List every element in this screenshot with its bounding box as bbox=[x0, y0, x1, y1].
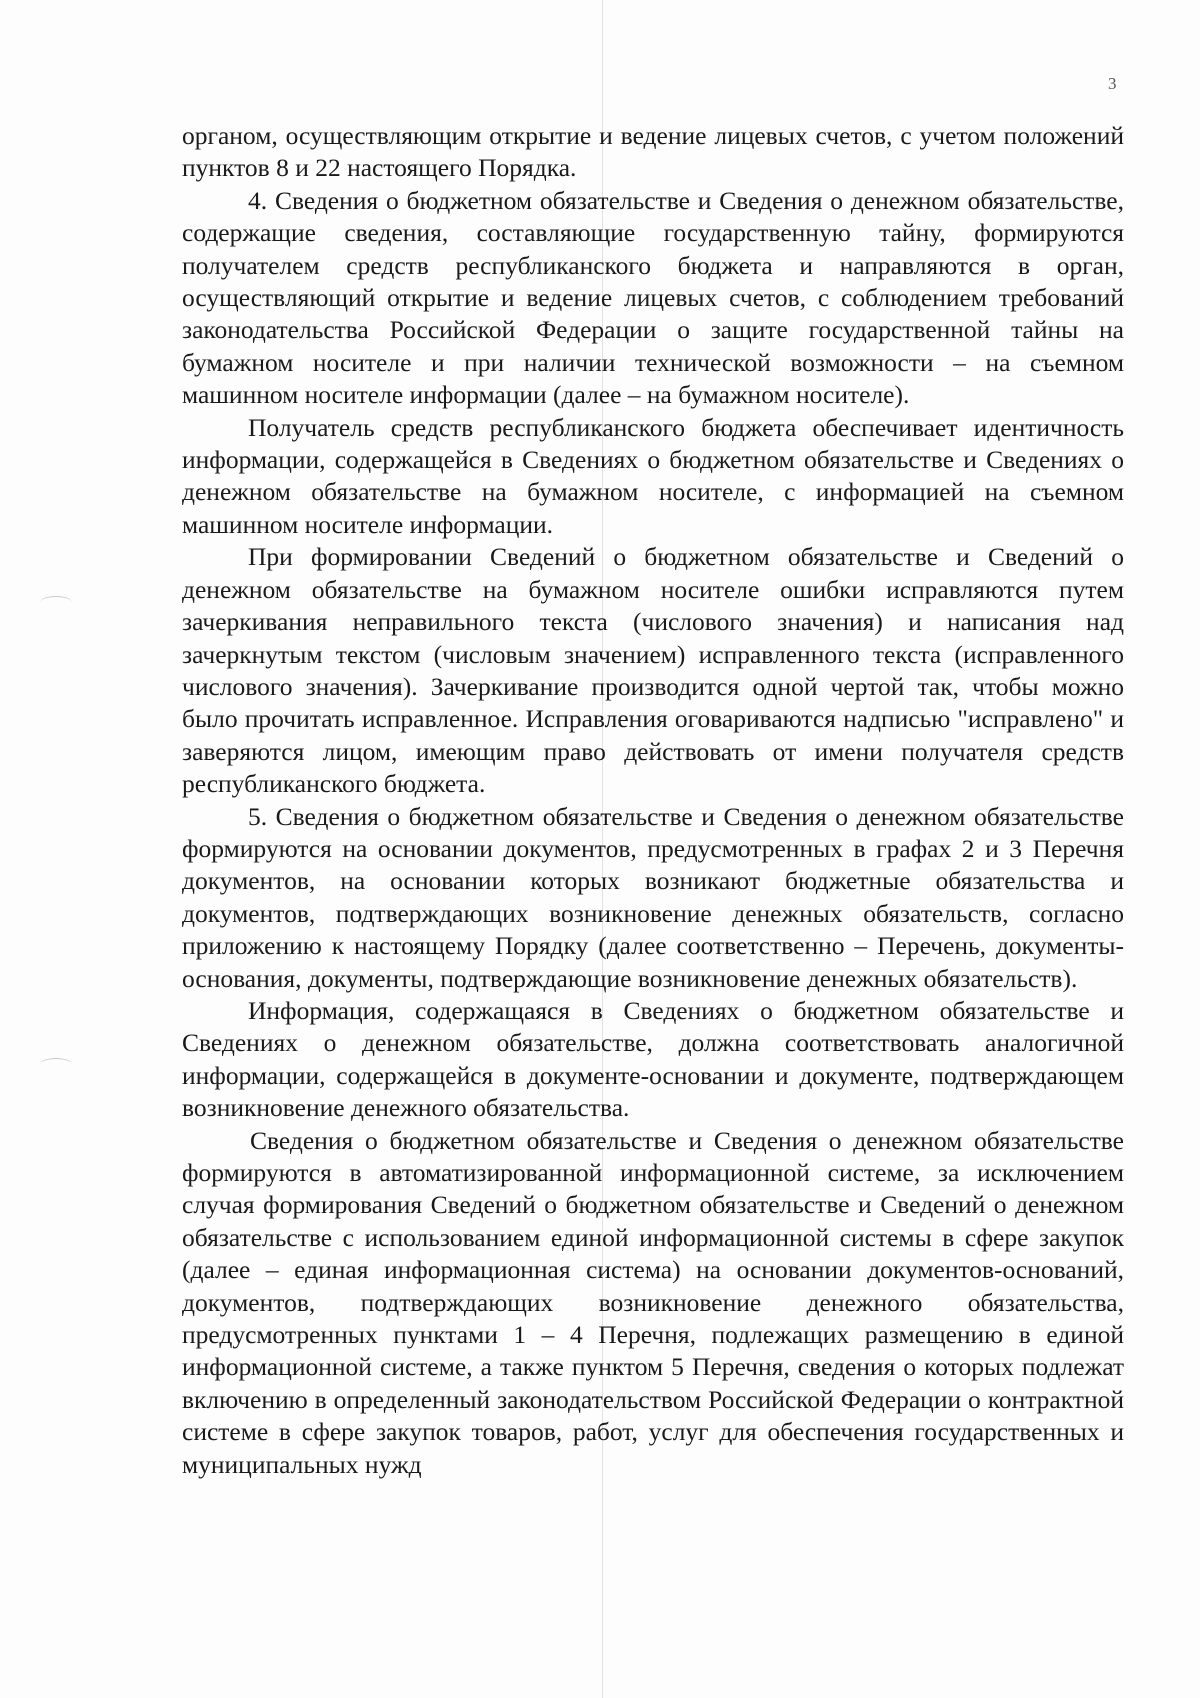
paragraph-automated-system: Сведения о бюджетном обязательстве и Сведения о денежном обязательстве формируются в автоматизированной информационной системе, за исключением случая формирования Сведений о бюджетном обязательстве и Сведений о денежном обязательстве с использованием единой информационной системы в сфере закупок (далее – единая информационная система) на основании документов-оснований, документов, подтверждающих возникновение денежного обязательства, предусмотренных пунктами 1 – 4 Перечня, подлежащих размещению в единой информационной системе, а также пунктом 5 Перечня, сведения о которых подлежат включению в определенный законодательством Российской Федерации о контрактной системе в сфере закупок товаров, работ, услуг для обеспечения государственных и муниципальных нужд bbox=[182, 1125, 1124, 1479]
paragraph-item-5: 5. Сведения о бюджетном обязательстве и Сведения о денежном обязательстве формируются на основании документов, предусмотренных в графах 2 и 3 Перечня документов, на основании которых возникают бюджетные обязательства и документов, подтверждающих возникновение денежных обязательств, согласно приложению к настоящему Порядку (далее соответственно – Перечень, документы-основания, документы, подтверждающие возникновение денежных обязательств). bbox=[182, 801, 1124, 993]
page-number: 3 bbox=[1108, 74, 1117, 93]
paragraph-recipient-identity: Получатель средств республиканского бюджета обеспечивает идентичность информации, содержащейся в Сведениях о бюджетном обязательстве и Сведениях о денежном обязательстве на бумажном носителе, с информацией на съемном машинном носителе информации. bbox=[182, 412, 1124, 539]
paragraph-information-match: Информация, содержащаяся в Сведениях о бюджетном обязательстве и Сведениях о денежном обязательстве, должна соответствовать аналогичной информации, содержащейся в документе-основании и документе, подтверждающем возникновение денежного обязательства. bbox=[182, 995, 1124, 1123]
paragraph-continuation: органом, осуществляющим открытие и ведение лицевых счетов, с учетом положений пунктов 8 и 22 настоящего Порядка. bbox=[182, 121, 1124, 183]
paragraph-item-4: 4. Сведения о бюджетном обязательстве и Сведения о денежном обязательстве, содержащие сведения, составляющие государственную тайну, формируются получателем средств республиканского бюджета и направляются в орган, осуществляющий открытие и ведение лицевых счетов, с соблюдением требований законодательства Российской Федерации о защите государственной тайны на бумажном носителе и при наличии технической возможности – на съемном машинном носителе информации (далее – на бумажном носителе). bbox=[182, 185, 1124, 410]
document-body bbox=[182, 120, 1124, 1481]
paragraph-corrections: При формировании Сведений о бюджетном обязательстве и Сведений о денежном обязательстве на бумажном носителе ошибки исправляются путем зачеркивания неправильного текста (числового значения) и написания над зачеркнутым текстом (числовым значением) исправленного текста (исправленного числового значения). Зачеркивание производится одной чертой так, чтобы можно было прочитать исправленное. Исправления оговариваются надписью "исправлено" и заверяются лицом, имеющим право действовать от имени получателя средств республиканского бюджета. bbox=[182, 542, 1124, 799]
punch-hole-mark bbox=[40, 596, 72, 609]
punch-hole-mark bbox=[40, 1058, 72, 1071]
